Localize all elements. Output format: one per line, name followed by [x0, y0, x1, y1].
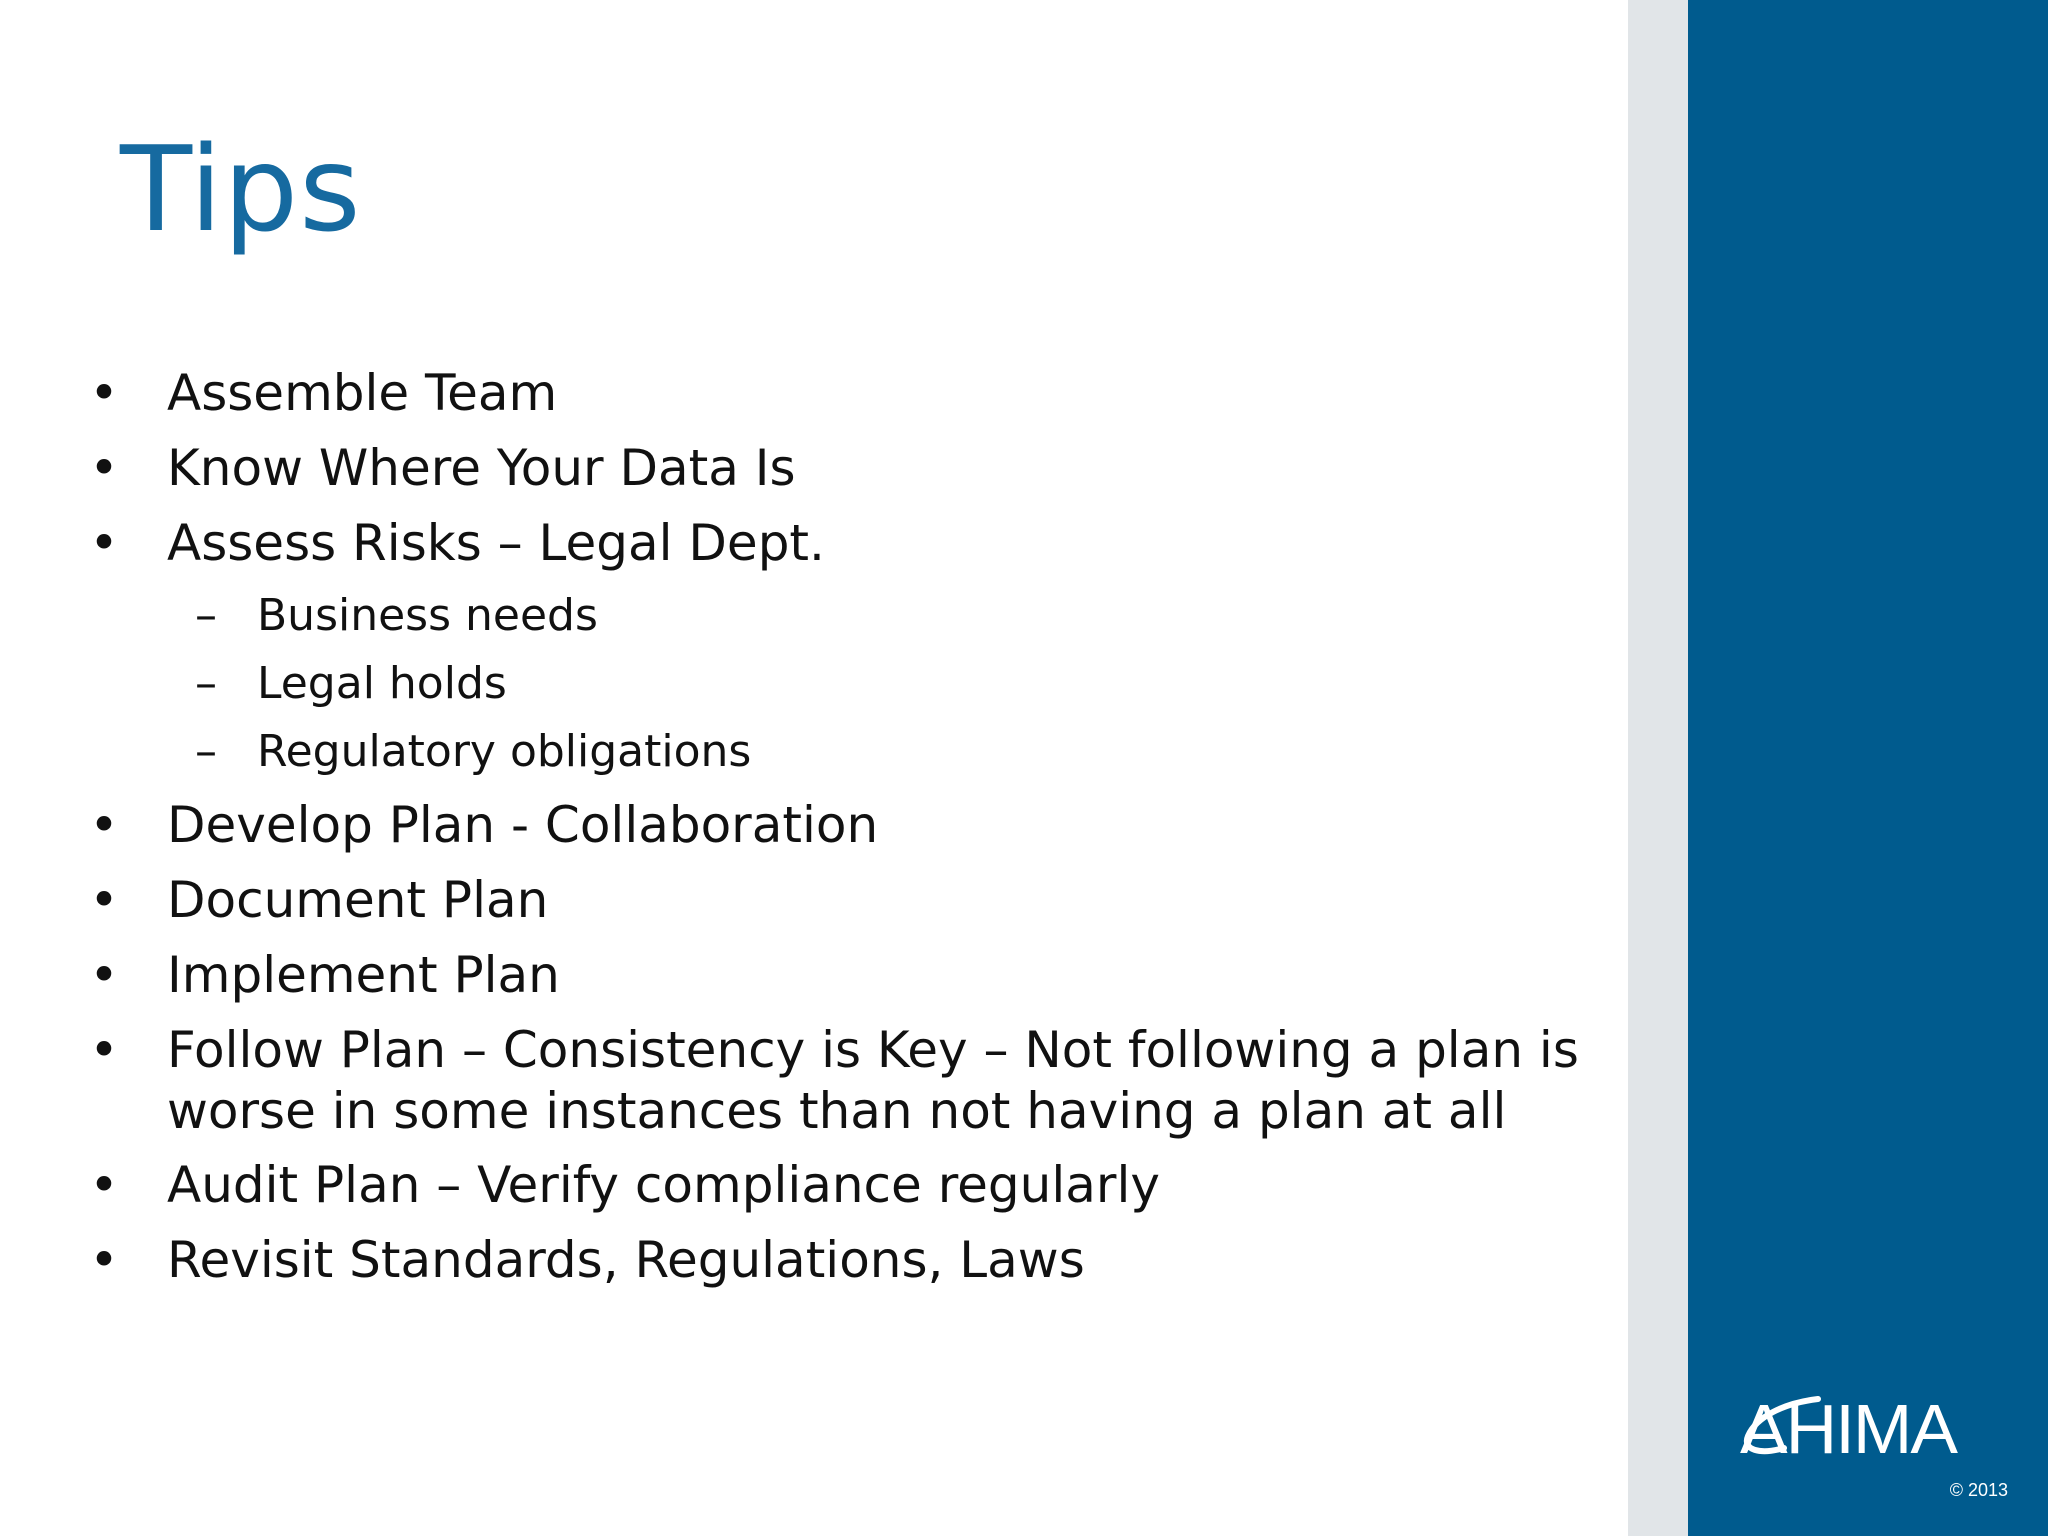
sub-bullet-text: Regulatory obligations	[257, 726, 752, 777]
ahima-logo-text: AHIMA	[1740, 1390, 1956, 1468]
sub-bullet-text: Business needs	[257, 590, 598, 641]
bullet-text: Develop Plan - Collaboration	[167, 796, 879, 854]
bullet-develop-plan	[84, 795, 1614, 855]
bullet-text: Follow Plan – Consistency is Key – Not following a plan is worse in some instances than not having a plan at all	[167, 1021, 1579, 1140]
sub-bullet-marker: –	[195, 590, 217, 641]
blue-side-band	[1688, 0, 2048, 1536]
bullet-text: Implement Plan	[167, 946, 560, 1004]
sub-bullet-regulatory-obligations	[186, 725, 1586, 779]
bullet-text: Document Plan	[167, 871, 549, 929]
bullet-assess-risks	[84, 513, 1614, 573]
sub-bullet-legal-holds	[186, 657, 1586, 711]
bullet-text: Know Where Your Data Is	[167, 439, 796, 497]
sub-bullet-business-needs	[186, 589, 1586, 643]
bullet-marker: •	[89, 871, 119, 929]
sub-bullet-text: Legal holds	[257, 658, 507, 709]
bullet-text: Assess Risks – Legal Dept.	[167, 514, 825, 572]
bullet-text: Assemble Team	[167, 364, 558, 422]
ahima-logo	[1740, 1390, 2010, 1468]
bullet-marker: •	[89, 946, 119, 1004]
bullet-know-data	[84, 438, 1614, 498]
bullet-marker: •	[89, 1021, 119, 1079]
bullet-marker: •	[89, 364, 119, 422]
bullet-marker: •	[89, 1156, 119, 1214]
bullet-marker: •	[89, 514, 119, 572]
bullet-marker: •	[89, 439, 119, 497]
sub-bullet-marker: –	[195, 726, 217, 777]
slide-title: Tips	[120, 120, 362, 258]
bullet-audit-plan	[84, 1155, 1614, 1215]
gray-side-band	[1628, 0, 1688, 1536]
bullet-implement-plan	[84, 945, 1614, 1005]
bullet-document-plan	[84, 870, 1614, 930]
copyright-text: © 2013	[1949, 1480, 2008, 1500]
bullet-text: Audit Plan – Verify compliance regularly	[167, 1156, 1160, 1214]
bullet-follow-plan	[84, 1020, 1614, 1142]
sub-bullet-marker: –	[195, 658, 217, 709]
bullet-marker: •	[89, 1231, 119, 1289]
bullet-text: Revisit Standards, Regulations, Laws	[167, 1231, 1085, 1289]
bullet-revisit-standards	[84, 1230, 1614, 1290]
bullet-marker: •	[89, 796, 119, 854]
bullet-assemble-team	[84, 363, 1614, 423]
